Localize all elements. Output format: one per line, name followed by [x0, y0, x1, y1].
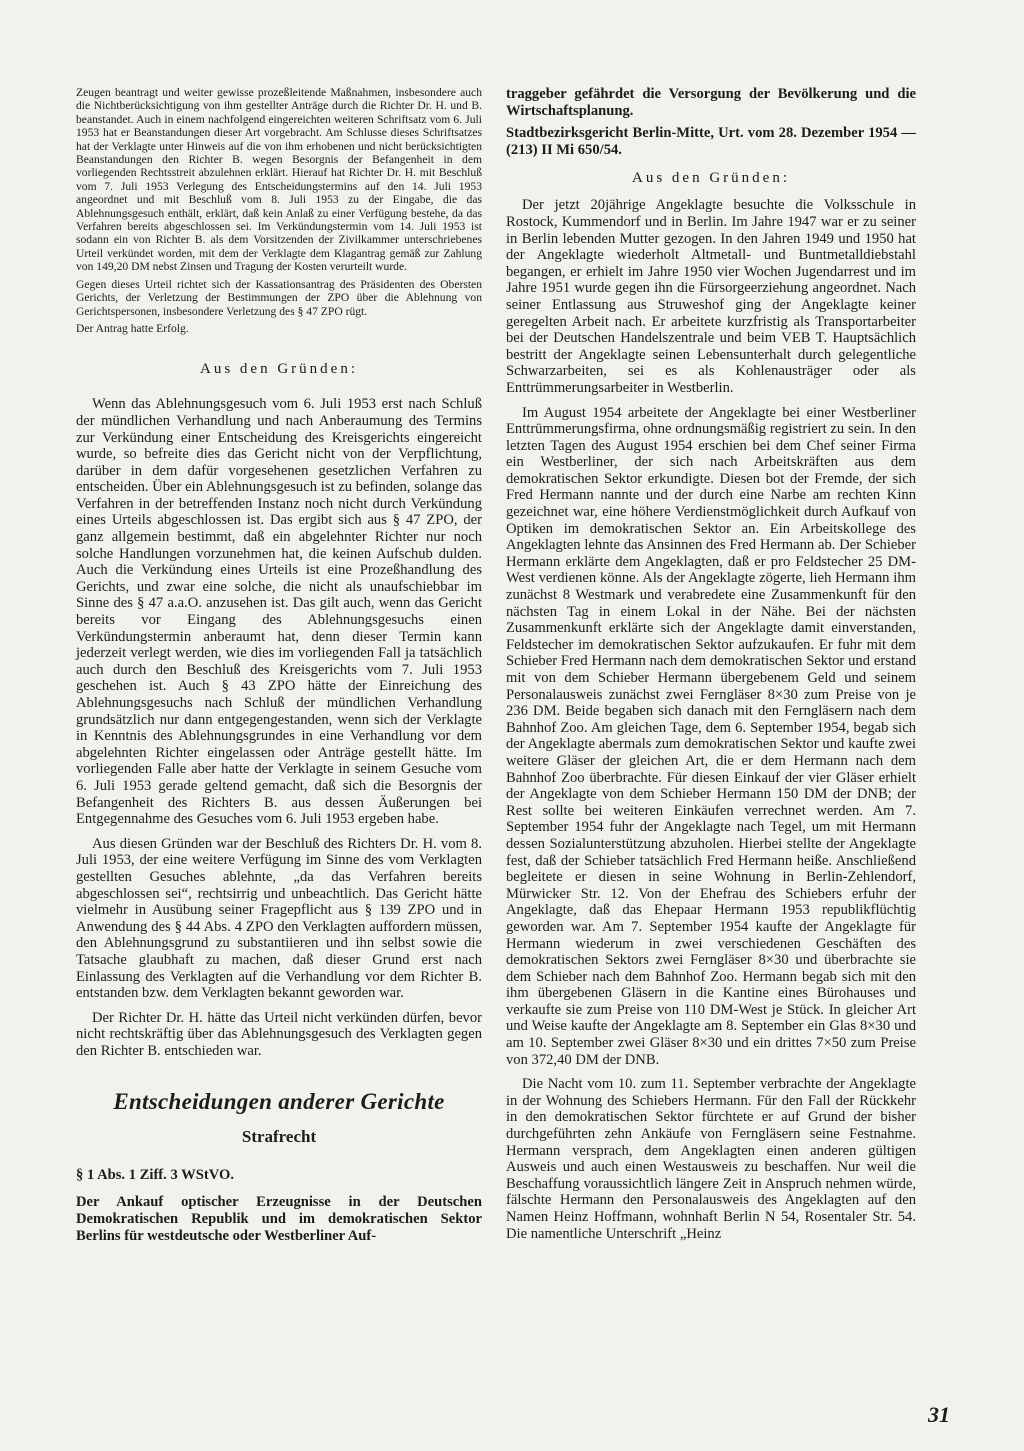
intro-paragraph: Gegen dieses Urteil richtet sich der Kassationsantrag des Präsidenten des Obersten Gerichts, der Verletzung der Bestimmungen der ZPO über die Ablehnung von Gerichtspersonen, insbesondere Verletzung des § 47 ZPO rügt. — [76, 277, 482, 318]
left-column — [76, 86, 482, 1244]
body-paragraph: Wenn das Ablehnungsgesuch vom 6. Juli 1953 erst nach Schluß der mündlichen Verhandlung und nach Anberaumung des Termins zur Verkündung einer Entscheidung des Kreisgerichts eingereicht wurde, so befreite dies das Gericht nicht von der Verpflichtung, darüber in dem dafür vorgesehenen gesetzlichen Verfahren zu entscheiden. Über ein Ablehnungsgesuch ist zu befinden, solange das Verfahren in der betreffenden Instanz noch nicht durch Verkündung eines Urteils abgeschlossen ist. Das ergibt sich aus § 47 ZPO, der ganz allgemein bestimmt, daß ein abgelehnter Richter nur noch solche Handlungen vorzunehmen hat, die keinen Aufschub dulden. Auch die Verkündung eines Urteils ist eine Prozeßhandlung des Gerichts, und zwar eine solche, die nicht als unaufschiebbar im Sinne des § 47 a.a.O. anzusehen ist. Das gilt auch, wenn das Gericht bereits vor Eingang des Ablehnungsgesuchs einen Verkündungstermin anberaumt hat, denn dieser Termin kann jederzeit verlegt werden, wie dies im vorliegenden Fall ja tatsächlich auch durch den Beschluß des Kreisgerichts vom 7. Juli 1953 geschehen ist. Auch § 43 ZPO hätte der Einreichung des Ablehnungsgesuchs nach Schluß der mündlichen Verhandlung grundsätzlich nur dann entgegengestanden, wenn sich der Verklagte in Kenntnis des Ablehnungsgrundes in eine Verhandlung vor dem abgelehnten Richter eingelassen oder Anträge gestellt hätte. Im vorliegenden Falle aber hatte der Verklagte in seinem Gesuche vom 6. Juli 1953 gerade geltend gemacht, daß sich die Besorgnis der Befangenheit des Richters B. aus dessen Äußerungen bei Entgegennahme des Gesuches vom 6. Juli 1953 ergeben habe. — [76, 396, 482, 828]
page-number: 31 — [928, 1402, 950, 1427]
body-paragraph: Aus diesen Gründen war der Beschluß des Richters Dr. H. vom 8. Juli 1953, der eine weitere Verfügung im Sinne des vom Verklagten gestellten Gesuches ablehnte, „da das Verfahren bereits abgeschlossen sei“, rechtsirrig und unbeachtlich. Das Gericht hätte vielmehr in Ausübung seiner Fragepflicht aus § 139 ZPO und in Anwendung des § 44 Abs. 4 ZPO den Verklagten auffordern müssen, den Ablehnungsgrund zu substantiieren und ihn selbst sowie die Tatsache glaubhaft zu machen, daß dieser Grund erst nach Einlassung des Verklagten auf die Verhandlung vor dem Richter B. entstanden bzw. dem Verklagten bekannt geworden war. — [76, 835, 482, 1002]
law-reference: § 1 Abs. 1 Ziff. 3 WStVO. — [76, 1167, 234, 1184]
intro-paragraph: Zeugen beantragt und weiter gewisse prozeßleitende Maßnahmen, insbesondere auch die Nichtberücksichtigung von ihm gestellter Anträge durch die Richter Dr. H. und B. beanstandet. Auch in einem nachfolgend eingereichten weiteren Schriftsatz vom 6. Juli 1953 hat er Beanstandungen dieser Art vorgebracht. Am Schlusse dieses Schriftsatzes hat der Verklagte unter Hinweis auf die von ihm erhobenen und nicht berücksichtigten Beanstandungen den Richter B. wegen Besorgnis der Befangenheit in dem vorliegenden Rechtsstreit abzulehnen erklärt. Hierauf hat Richter Dr. H. mit Beschluß vom 7. Juli 1953 Verlegung des Entscheidungstermins auf den 14. Juli 1953 angeordnet und mit Beschluß vom 8. Juli 1953 zu der Eingabe, die das Ablehnungsgesuch enthält, erklärt, daß kein Anlaß zu einer Verfügung bestehe, da das Verfahren bereits abgeschlossen sei. Im Verkündungstermin vom 14. Juli 1953 ist sodann ein von Richter B. als dem Vorsitzenden der Zivilkammer unterschriebenes Urteil verkündet worden, mit dem der Verklagte dem Klagantrag gemäß zur Zahlung von 149,20 DM nebst Zinsen und Tragung der Kosten verurteilt wurde. — [76, 86, 482, 274]
section-heading: Aus den Gründen: — [200, 361, 358, 378]
body-paragraph: Die Nacht vom 10. zum 11. September verbrachte der Angeklagte in der Wohnung des Schiebers Hermann. Für den Fall der Rückkehr in den demokratischen Sektor fürchtete er auf Grund der bisher durchgeführten zehn Ankäufe von Ferngläsern seine Festnahme. Hermann versprach, dem Angeklagten einen anderen gültigen Ausweis und auch einen Westausweis zu beschaffen. Nur weil die Beschaffung voraussichtlich längere Zeit in Anspruch nehmen würde, fälschte Hermann den Personalausweis des Angeklagten auf den Namen Heinz Hoffmann, wohnhaft Berlin N 54, Rosentaler Str. 54. Die namentliche Unterschrift „Heinz — [506, 1076, 916, 1242]
headnote-end: traggeber gefährdet die Versorgung der Bevölkerung und die Wirtschaftsplanung. — [506, 86, 916, 119]
body-paragraph: Im August 1954 arbeitete der Angeklagte bei einer Westberliner Enttrümmerungsfirma, ohne ordnungsmäßig registriert zu sein. In den letzten Tagen des August 1954 erschien bei dem Chef seiner Firma ein Westberliner, der sich nach Arbeitskräften aus dem demokratischen Sektor erkundigte. Diesen bot der Fremde, der sich Fred Hermann nannte und der durch eine Narbe am rechten Kinn gezeichnet war, eine höhere Verdienstmöglichkeit durch Aufkauf von Optiken im demokratischen Sektor an. Ein Arbeitskollege des Angeklagten lehnte das Ansinnen des Fred Hermann ab. Der Schieber Hermann erklärte dem Angeklagten, daß er pro Feldstecher 25 DM-West verdienen könne. Als der Angeklagte zögerte, lieh Hermann ihm zunächst 8 Westmark und verabredete eine Zusammenkunft für den nächsten Tag in einem Lokal in der Nähe. Bei der nächsten Zusammenkunft erklärte sich der Angeklagte damit einverstanden, Feldstecher im demokratischen Sektor aufzukaufen. Er fuhr mit dem Schieber Fred Hermann nach dem demokratischen Sektor und erstand mit von dem Schieber Hermann übergebenem Geld und seinem Personalausweis zunächst zwei Ferngläser 8×30 zum Preise von je 236 DM. Beide begaben sich danach mit den Ferngläsern nach dem Bahnhof Zoo. Am gleichen Tage, dem 6. September 1954, begab sich der Angeklagte abermals zum demokratischen Sektor und kaufte zwei weitere Gläser der gleichen Art, die er dem Hermann nach dem Bahnhof Zoo überbrachte. Für diesen Einkauf der vier Gläser erhielt der Angeklagte von dem Schieber Hermann 150 DM der DNB; der Rest sollte bei weiteren Einkäufen verrechnet werden. Am 7. September 1954 fuhr der Angeklagte nach Tegel, um mit Hermann dessen Sozialunterstützung abzuholen. Hierbei stellte der Angeklagte fest, daß der Schieber tatsächlich Fred Hermann heiße. Anschließend begleitete er diesen in seine Wohnung in Berlin-Zehlendorf, Mürwicker Str. 12. Von der Ehefrau des Schiebers erfuhr der Angeklagte, daß das Ehepaar Hermann 1953 republikflüchtig geworden war. Am 7. September 1954 kaufte der Angeklagte für Hermann wiederum in zwei verschiedenen Geschäften des demokratischen Sektors zwei Ferngläser 8×30 und überbrachte sie dem Schieber nach dem Bahnhof Zoo. Hermann begab sich mit den ihm übergebenen Gläsern in die Kantine eines Bürohauses und verkaufte sie zum Preise von 110 DM-West je Stück. In gleicher Art und Weise kaufte der Angeklagte am 8. September ein Glas 8×30 und am 10. September zwei Gläser 8×30 und ein drittes 7×50 zum Preise von 372,40 DM der DNB. — [506, 404, 916, 1068]
intro-paragraph: Der Antrag hatte Erfolg. — [76, 321, 189, 335]
body-paragraph: Der Richter Dr. H. hätte das Urteil nicht verkünden dürfen, bevor nicht rechtskräftig über das Ablehnungsgesuch des Verklagten gegen den Richter B. entschieden war. — [76, 1009, 482, 1059]
body-paragraph: Der jetzt 20jährige Angeklagte besuchte die Volksschule in Rostock, Kummendorf und in Berlin. Im Jahre 1947 war er zu seiner in Berlin lebenden Mutter gezogen. In den Jahren 1949 und 1950 hat der Angeklagte wiederholt Altmetall- und Buntmetalldiebstahl begangen, er erhielt im Jahre 1950 vier Wochen Jugendarrest und im Jahre 1951 wurde gegen ihn die Fürsorgeerziehung angeordnet. Nach seiner Entlassung aus Struweshof ging der Angeklagte keiner geregelten Arbeit nach. Er arbeitete kurzfristig als Transportarbeiter bei der Deutschen Handelszentrale und beim VEB T. Hauptsächlich bestritt der Angeklagte seinen Lebensunterhalt durch gelegentliche Schwarzarbeiten, sei es als Kohlenausträger oder als Enttrümmerungsarbeiter in Westberlin. — [506, 197, 916, 396]
subsection-title: Strafrecht — [241, 1127, 317, 1147]
right-column — [506, 86, 916, 1242]
section-heading: Aus den Gründen: — [632, 170, 790, 187]
section-title: Entscheidungen anderer Gerichte — [113, 1089, 445, 1115]
headnote-start: Der Ankauf optischer Erzeugnisse in der Deutschen Demokratischen Republik und im demokratischen Sektor Berlins für westdeutsche oder Westberliner Auf- — [76, 1194, 482, 1244]
court-citation: Stadtbezirksgericht Berlin-Mitte, Urt. vom 28. Dezember 1954 — (213) II Mi 650/54. — [506, 125, 916, 158]
